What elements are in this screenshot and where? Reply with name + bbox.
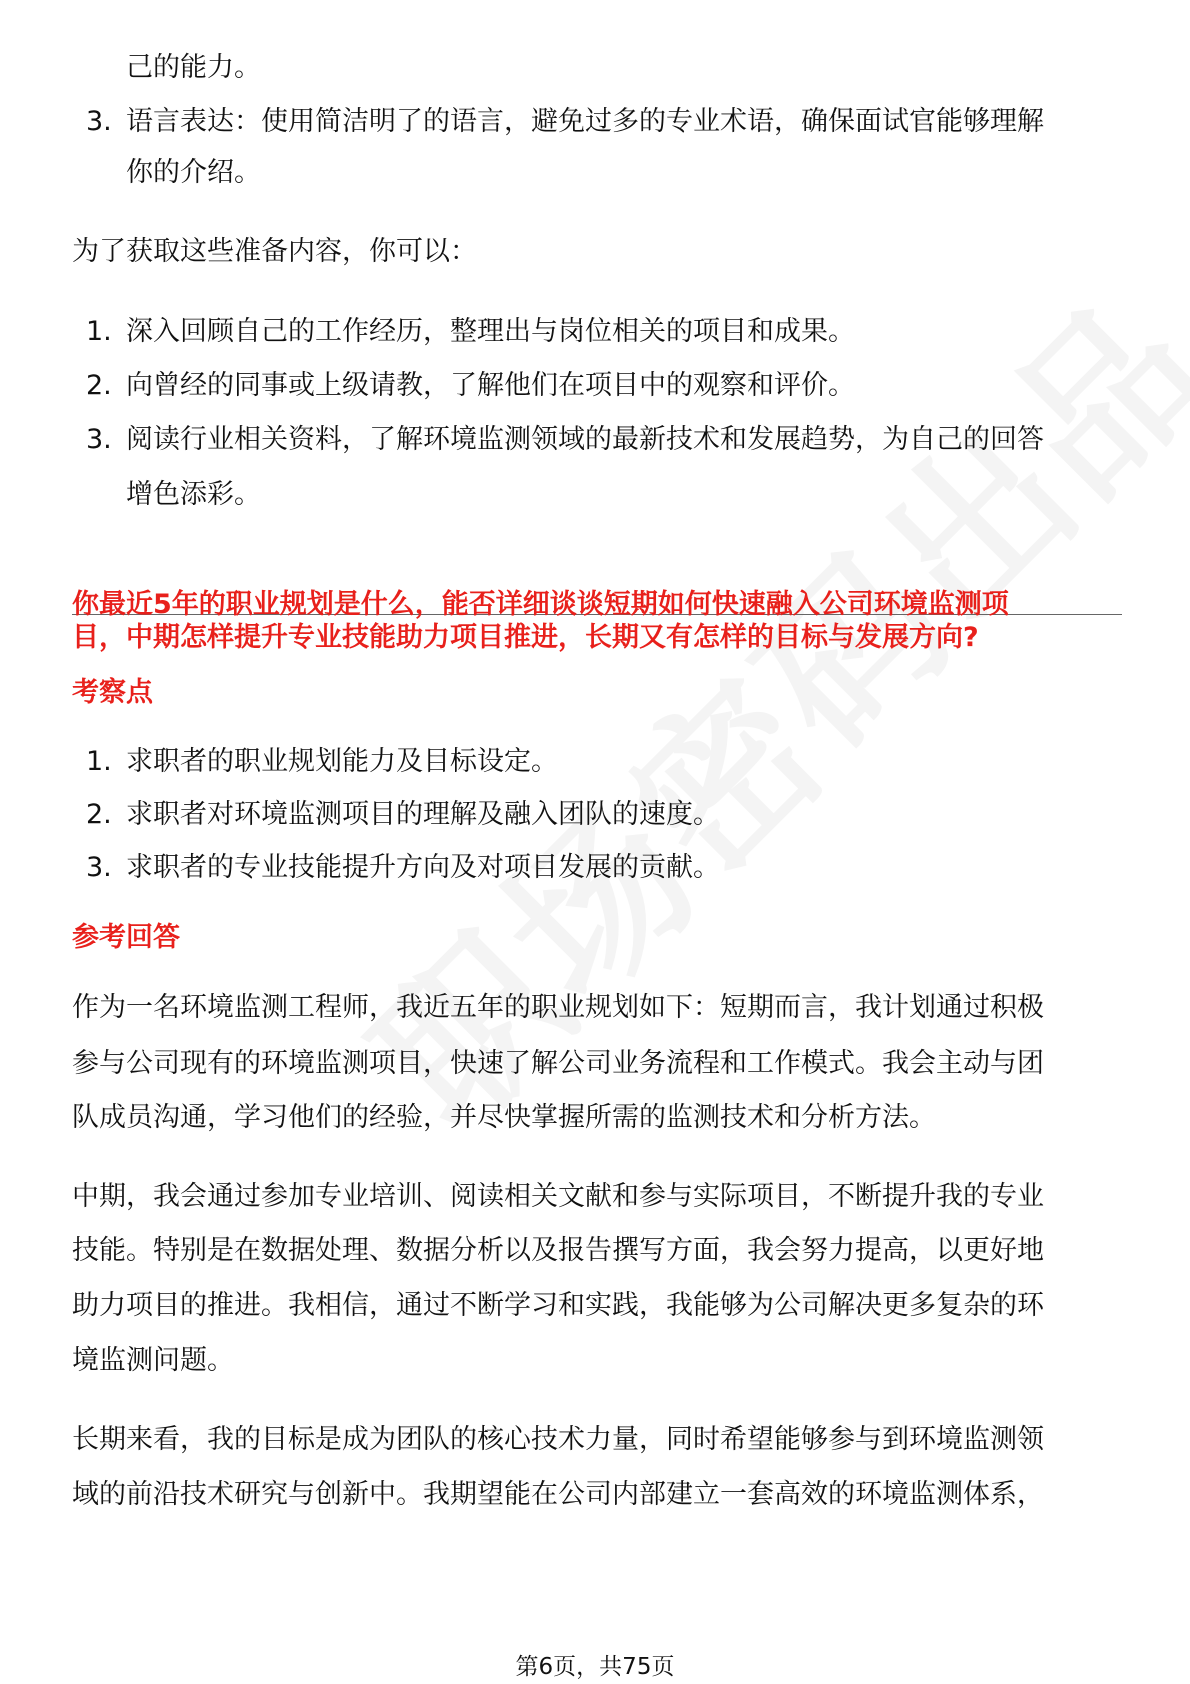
answer-line: 作为一名环境监测工程师，我近五年的职业规划如下：短期而言，我计划通过积极 bbox=[72, 992, 1044, 1023]
list-number: 3. bbox=[86, 424, 112, 455]
answer-line: 域的前沿技术研究与创新中。我期望能在公司内部建立一套高效的环境监测体系， bbox=[72, 1479, 1044, 1510]
question-title-line: 目，中期怎样提升专业技能助力项目推进，长期又有怎样的目标与发展方向? bbox=[72, 622, 979, 653]
section-heading-answer: 参考回答 bbox=[72, 922, 180, 953]
answer-line: 境监测问题。 bbox=[72, 1345, 234, 1376]
answer-line: 参与公司现有的环境监测项目，快速了解公司业务流程和工作模式。我会主动与团 bbox=[72, 1048, 1044, 1079]
question-title-line: 你最近5年的职业规划是什么，能否详细谈谈短期如何快速融入公司环境监测项 bbox=[72, 589, 1009, 620]
list-number: 1. bbox=[86, 316, 112, 347]
answer-line: 队成员沟通，学习他们的经验，并尽快掌握所需的监测技术和分析方法。 bbox=[72, 1102, 936, 1133]
answer-line: 长期来看，我的目标是成为团队的核心技术力量，同时希望能够参与到环境监测领 bbox=[72, 1424, 1044, 1455]
list-text: 深入回顾自己的工作经历，整理出与岗位相关的项目和成果。 bbox=[126, 316, 855, 347]
paragraph: 为了获取这些准备内容，你可以： bbox=[72, 236, 477, 267]
list-number: 2. bbox=[86, 799, 112, 830]
list-text: 求职者的职业规划能力及目标设定。 bbox=[126, 746, 558, 777]
section-heading-focus: 考察点 bbox=[72, 677, 153, 708]
list-item-continuation: 你的介绍。 bbox=[126, 157, 261, 188]
page-footer: 第6页，共75页 bbox=[515, 1654, 675, 1680]
answer-line: 助力项目的推进。我相信，通过不断学习和实践，我能够为公司解决更多复杂的环 bbox=[72, 1290, 1044, 1321]
list-number: 2. bbox=[86, 370, 112, 401]
list-text: 阅读行业相关资料，了解环境监测领域的最新技术和发展趋势，为自己的回答 bbox=[126, 424, 1044, 455]
list-text: 求职者的专业技能提升方向及对项目发展的贡献。 bbox=[126, 852, 720, 883]
list-number: 3. bbox=[86, 106, 112, 137]
answer-line: 中期，我会通过参加专业培训、阅读相关文献和参与实际项目，不断提升我的专业 bbox=[72, 1181, 1044, 1212]
answer-line: 技能。特别是在数据处理、数据分析以及报告撰写方面，我会努力提高，以更好地 bbox=[72, 1235, 1044, 1266]
list-text: 向曾经的同事或上级请教，了解他们在项目中的观察和评价。 bbox=[126, 370, 855, 401]
list-text: 求职者对环境监测项目的理解及融入团队的速度。 bbox=[126, 799, 720, 830]
list-item-continuation: 增色添彩。 bbox=[126, 479, 261, 510]
list-item-continuation: 己的能力。 bbox=[126, 52, 261, 83]
list-number: 1. bbox=[86, 746, 112, 777]
list-number: 3. bbox=[86, 852, 112, 883]
list-text: 语言表达：使用简洁明了的语言，避免过多的专业术语，确保面试官能够理解 bbox=[126, 106, 1044, 137]
